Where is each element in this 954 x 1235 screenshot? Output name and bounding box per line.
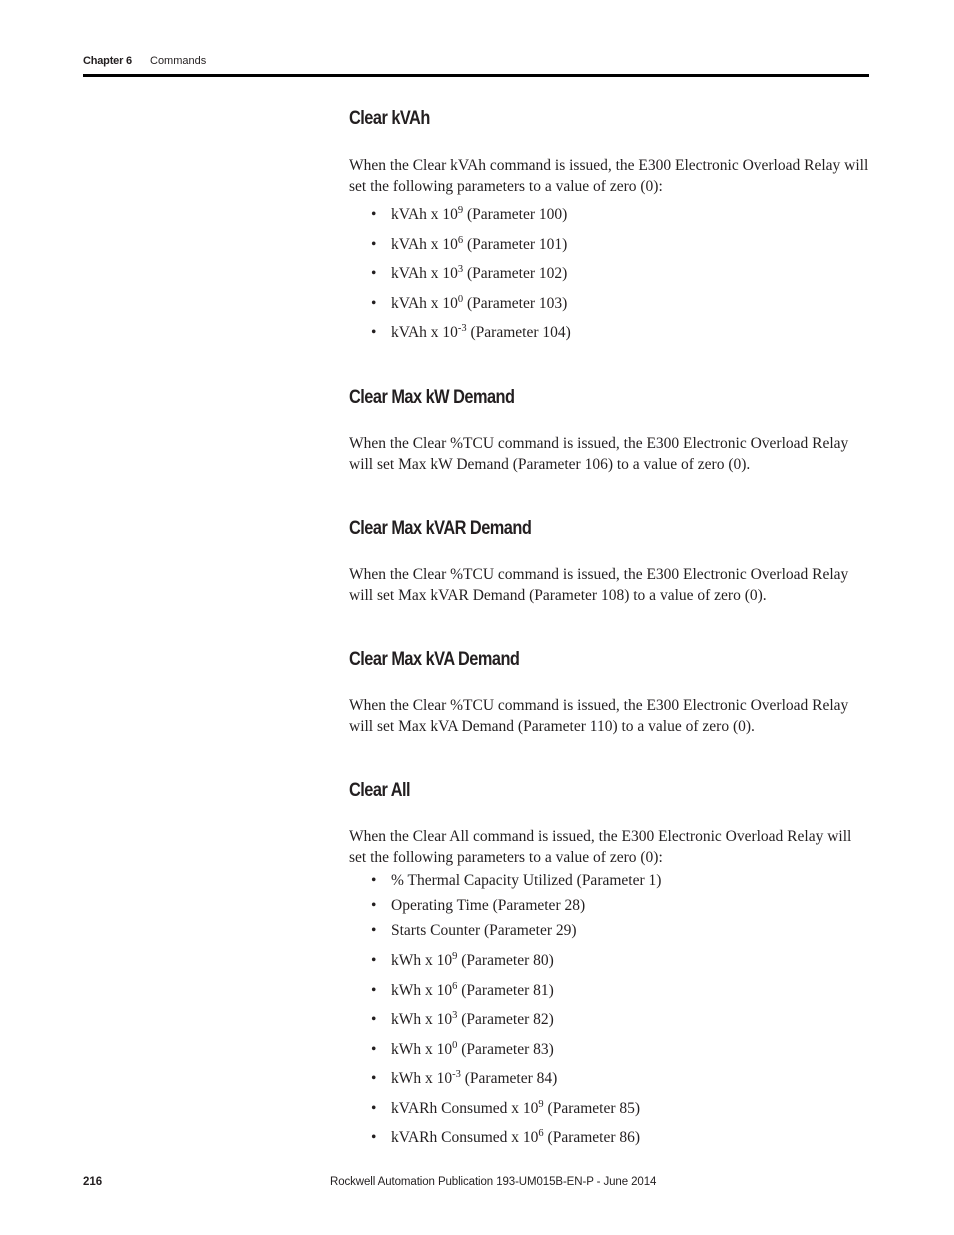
publication-info: Rockwell Automation Publication 193-UM015B-EN-P - June 2014: [330, 1176, 657, 1188]
heading-clear-kvah: Clear kVAh: [349, 108, 430, 129]
bullet-icon: •: [371, 922, 377, 939]
heading-clear-all: Clear All: [349, 780, 411, 801]
page-header: [83, 53, 868, 75]
chapter-label: Chapter 6: [83, 55, 132, 67]
bullet-icon: •: [371, 1070, 377, 1087]
bullet-icon: •: [371, 1099, 377, 1117]
clear-max-kva-body: When the Clear %TCU command is issued, the E300 Electronic Overload Relay will set Max kVA Demand (Parameter 110) to a value of zero (0).: [349, 697, 849, 735]
list-item: • kWh x $10^3$ (Parameter 82): [371, 1005, 640, 1035]
bullet-icon: •: [371, 1129, 377, 1146]
bullet-icon: •: [371, 324, 377, 341]
list-item: • kVARh Consumed x $10^6$ (Parameter 86): [371, 1123, 640, 1153]
clear-max-kw-body: When the Clear %TCU command is issued, the E300 Electronic Overload Relay will set Max kW Demand (Parameter 106) to a value of zero (0).: [349, 435, 849, 473]
page-number: 216: [83, 1176, 103, 1188]
list-item: • kWh x $10^6$ (Parameter 81): [371, 976, 640, 1006]
header-rule: [83, 74, 869, 77]
bullet-icon: •: [371, 206, 377, 223]
heading-clear-max-kvar-demand: Clear Max kVAR Demand: [349, 518, 532, 539]
clear-kvah-list: [371, 200, 571, 348]
bullet-icon: •: [371, 235, 377, 253]
list-item: • kVAh x $10^{-3}$ (Parameter 104): [371, 318, 571, 348]
clear-all-plain-list: [371, 868, 661, 943]
list-item: • kWh x $10^{-3}$ (Parameter 84): [371, 1064, 640, 1094]
heading-clear-max-kw-demand: Clear Max kW Demand: [349, 387, 515, 408]
clear-max-kvar-body: When the Clear %TCU command is issued, the E300 Electronic Overload Relay will set Max kVAR Demand (Parameter 108) to a value of zero (0).: [349, 566, 849, 604]
bullet-icon: •: [371, 981, 377, 999]
list-item: • kVAh x $10^3$ (Parameter 102): [371, 259, 571, 289]
heading-clear-max-kva-demand: Clear Max kVA Demand: [349, 649, 520, 670]
bullet-icon: •: [371, 897, 377, 914]
list-item: • kWh x $10^9$ (Parameter 80): [371, 946, 640, 976]
chapter-title: Commands: [150, 55, 207, 67]
bullet-icon: •: [371, 872, 377, 889]
clear-all-energy-list: [371, 946, 640, 1153]
list-item: • kWh x $10^0$ (Parameter 83): [371, 1035, 640, 1065]
list-item: • kVAh x $10^0$ (Parameter 103): [371, 289, 571, 319]
bullet-icon: •: [371, 1040, 377, 1058]
list-item: • % Thermal Capacity Utilized (Parameter 1): [371, 868, 661, 893]
bullet-icon: •: [371, 1011, 377, 1028]
list-item: • Operating Time (Parameter 28): [371, 893, 661, 918]
list-item: • Starts Counter (Parameter 29): [371, 918, 661, 943]
bullet-icon: •: [371, 265, 377, 282]
clear-all-intro: When the Clear All command is issued, the E300 Electronic Overload Relay will set the following parameters to a value of zero (0):: [349, 828, 852, 866]
list-item: • kVAh x $10^9$ (Parameter 100): [371, 200, 571, 230]
bullet-icon: •: [371, 294, 377, 312]
list-item: • kVARh Consumed x $10^9$ (Parameter 85): [371, 1094, 640, 1124]
clear-kvah-intro: When the Clear kVAh command is issued, the E300 Electronic Overload Relay will set the following parameters to a value of zero (0):: [349, 157, 869, 195]
bullet-icon: •: [371, 952, 377, 969]
list-item: • kVAh x $10^6$ (Parameter 101): [371, 230, 571, 260]
